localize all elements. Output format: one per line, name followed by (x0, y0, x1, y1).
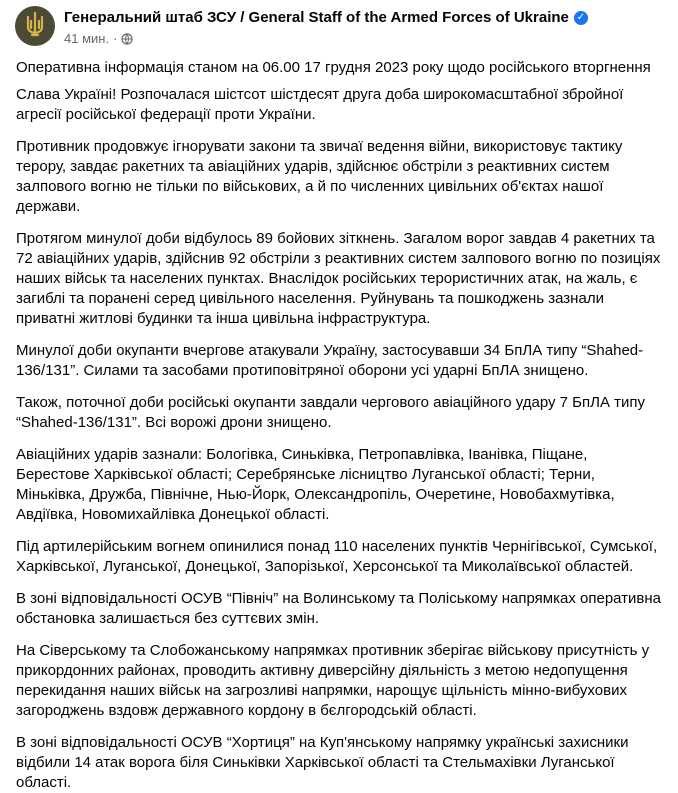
post-paragraph: В зоні відповідальності ОСУВ “Північ” на Волинському та Поліському напрямках оперативна обстановка залишається без суттєвих змін. (16, 590, 662, 627)
meta-separator: · (113, 31, 118, 46)
post-paragraph: Протягом минулої доби відбулось 89 бойових зіткнень. Загалом ворог завдав 4 ракетних та 72 авіаційних ударів, здійснив 92 обстріли з реактивних систем залпового вогню по позиціях наших військ та населених пунктах. Внаслідок російських терористичних атак, на жаль, є загиблі та поранені серед цивільного населення. Руйнувань та пошкоджень зазнали приватні житлові будинки та інша цивільна інфраструктура. (16, 230, 661, 327)
post-paragraph: Під артилерійським вогнем опинилися понад 110 населених пунктів Чернігівської, Сумської, Харківської, Луганської, Донецької, Запорізької, Херсонської та Миколаївської областей. (16, 538, 658, 575)
post-paragraph: На Сіверському та Слобожанському напрямках противник зберігає військову присутність у прикордонних районах, проводить активну диверсійну діяльність з метою недопущення перекидання наших військ на загрозливі напрямки, нарощує щільність мінно-вибухових загороджень вздовж державного кордону в бєлгородській області. (16, 642, 650, 719)
trident-emblem-icon (22, 11, 48, 42)
avatar[interactable] (15, 6, 55, 46)
author-line (64, 9, 588, 26)
post-timestamp[interactable]: 41 мин. (64, 31, 110, 46)
post-paragraph: Оперативна інформація станом на 06.00 17 грудня 2023 року щодо російського вторгнення (16, 59, 651, 76)
post-paragraph: Минулої доби окупанти вчергове атакували Україну, застосувавши 34 БпЛА типу “Shahed-136/131”. Силами та засобами протиповітряної оборони усі ударні БпЛА знищено. (16, 342, 644, 379)
post-paragraph: Противник продовжує ігнорувати закони та звичаї ведення війни, використовує тактику терору, завдає ракетних та авіаційних ударів, здійснює обстріли з реактивних систем залпового вогню не тільки по військових, а й по численних цивільних об'єктах нашої держави. (16, 138, 623, 215)
post-meta (64, 31, 133, 46)
post-paragraph: Авіаційних ударів зазнали: Бологівка, Синьківка, Петропавлівка, Іванівка, Піщане, Берестове Харківської області; Серебрянське лісництво Луганської області; Терни, Міньківка, Дружба, Північне, Нью-Йорк, Олександропіль, Очеретине, Новобахмутівка, Авдіївка, Новомихайлівка Донецької області. (16, 446, 615, 523)
post-paragraph: Також, поточної доби російські окупанти завдали чергового авіаційного удару 7 БпЛА типу “Shahed-136/131”. Всі ворожі дрони знищено. (16, 394, 646, 431)
verified-badge-icon[interactable]: ✓ (574, 11, 588, 25)
post-paragraph: Слава Україні! Розпочалася шістсот шістдесят друга доба широкомасштабної збройної агресії російської федерації проти України. (16, 86, 624, 123)
post-header (0, 0, 678, 58)
author-name[interactable]: Генеральний штаб ЗСУ / General Staff of the Armed Forces of Ukraine (64, 9, 569, 26)
post-paragraph: В зоні відповідальності ОСУВ “Хортиця” на Куп'янському напрямку українські захисники відбили 14 атак ворога біля Синьківки Харківської області та Стельмахівки Луганської області. (16, 734, 629, 791)
globe-icon[interactable] (121, 33, 133, 45)
post-text (0, 58, 678, 793)
